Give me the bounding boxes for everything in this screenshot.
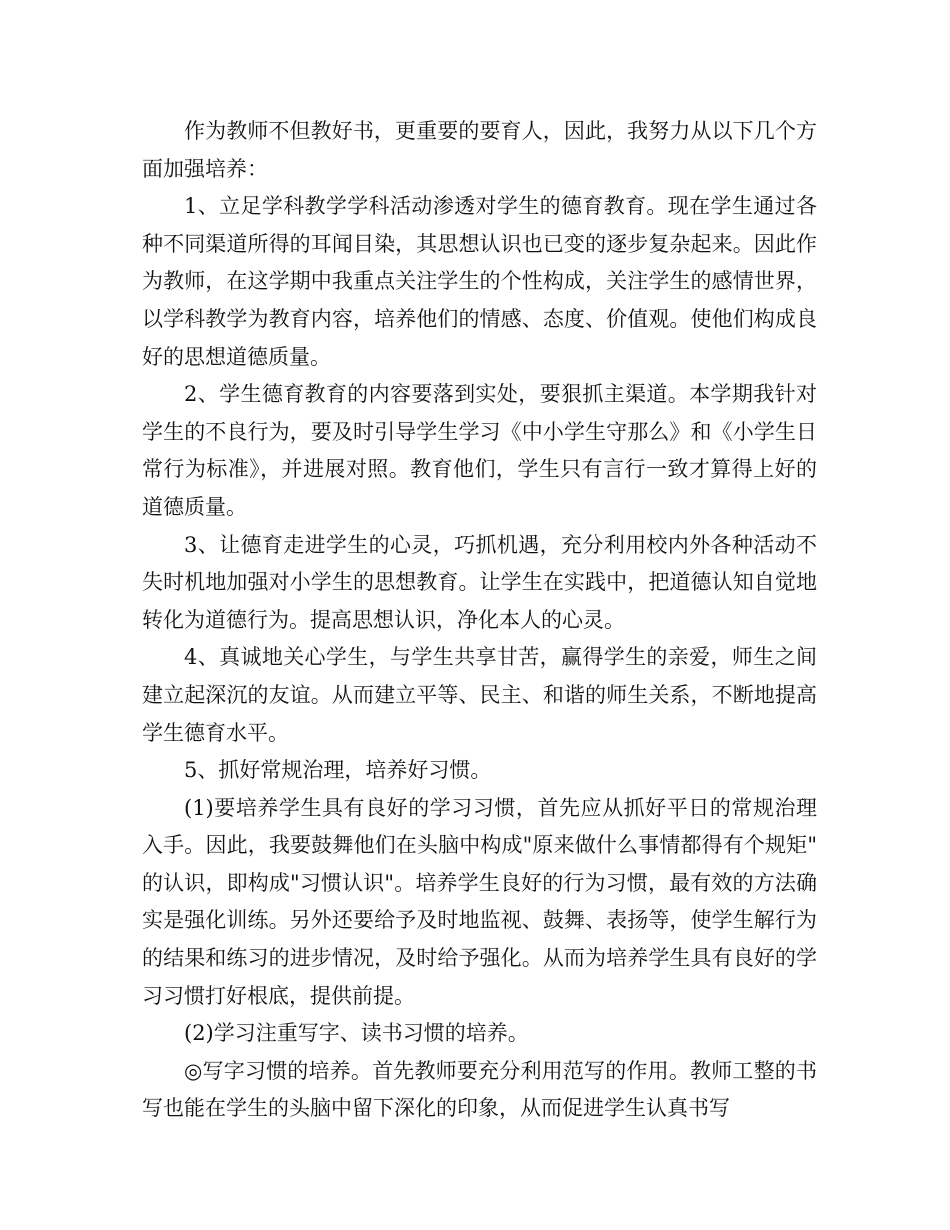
paragraph-item-2: 2、学生德育教育的内容要落到实处，要狠抓主渠道。本学期我针对学生的不良行为，要及时引导学生学习《中小学生守那么》和《小学生日常行为标准》，并进展对照。教育他们，学生只有言行一致才算得上好的道德质量。: [142, 382, 817, 519]
paragraph-item-1: 1、立足学科教学学科活动渗透对学生的德育教育。现在学生通过各种不同渠道所得的耳闻目染，其思想认识也已变的逐步复杂起来。因此作为教师，在这学期中我重点关注学生的个性构成，关注学生的感情世界，以学科教学为教育内容，培养他们的情感、态度、价值观。使他们构成良好的思想道德质量。: [142, 194, 817, 369]
paragraph-item-3: 3、让德育走进学生的心灵，巧抓机遇，充分利用校内外各种活动不失时机地加强对小学生的思想教育。让学生在实践中，把道德认知自觉地转化为道德行为。提高思想认识，净化本人的心灵。: [142, 532, 817, 632]
paragraph-writing-habit: ◎写字习惯的培养。首先教师要充分利用范写的作用。教师工整的书写也能在学生的头脑中留下深化的印象，从而促进学生认真书写: [142, 1058, 817, 1121]
paragraph-sub-1: (1)要培养学生具有良好的学习习惯，首先应从抓好平日的常规治理入手。因此，我要鼓舞他们在头脑中构成"原来做什么事情都得有个规矩"的认识，即构成"习惯认识"。培养学生良好的行为习惯，最有效的方法确实是强化训练。另外还要给予及时地监视、鼓舞、表扬等，使学生解行为的结果和练习的进步情况，及时给予强化。从而为培养学生具有良好的学习习惯打好根底，提供前提。: [142, 795, 817, 1008]
paragraph-item-5: 5、抓好常规治理，培养好习惯。: [184, 758, 492, 783]
document-body: [142, 113, 817, 1128]
paragraph-intro: 作为教师不但教好书，更重要的要育人，因此，我努力从以下几个方面加强培养：: [142, 119, 817, 181]
paragraph-sub-2: (2)学习注重写字、读书习惯的培养。: [184, 1021, 529, 1046]
paragraph-item-4: 4、真诚地关心学生，与学生共享甘苦，赢得学生的亲爱，师生之间建立起深沉的友谊。从而建立平等、民主、和谐的师生关系，不断地提高学生德育水平。: [142, 645, 817, 745]
